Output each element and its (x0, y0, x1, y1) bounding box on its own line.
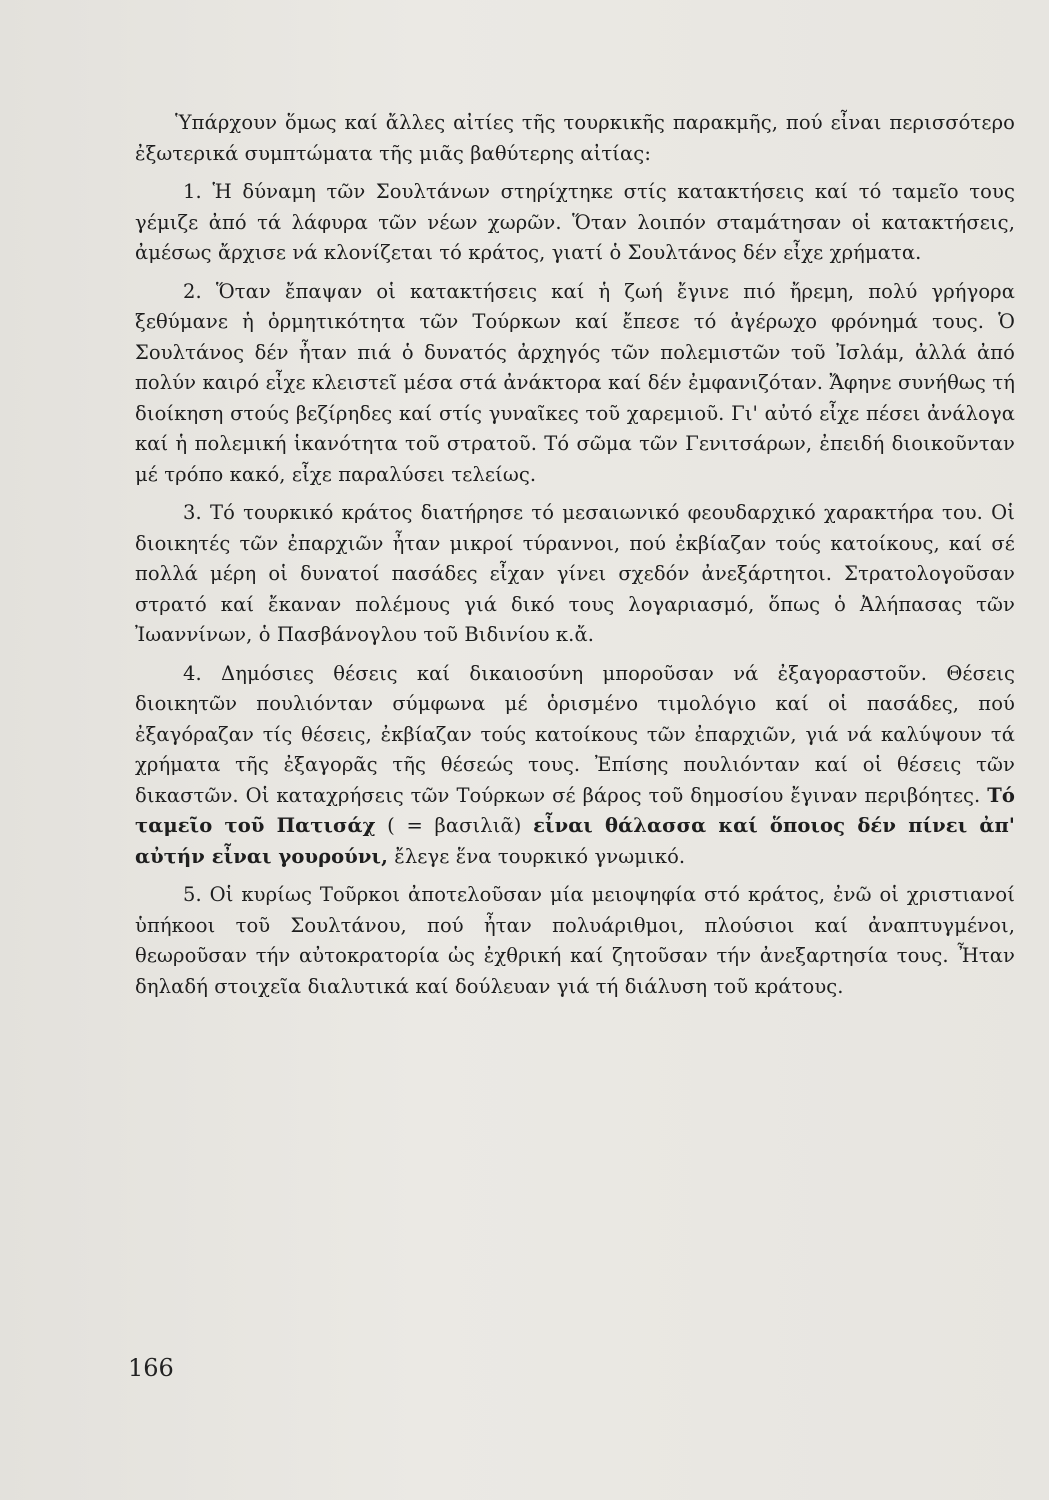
proverb-gloss: ( = βασιλιᾶ) (375, 814, 534, 837)
page-number: 166 (128, 1354, 174, 1382)
paragraph-2: 2. Ὅταν ἔπαψαν οἱ κατακτήσεις καί ἡ ζωή ἔγινε πιό ἤρεμη, πολύ γρήγορα ξεθύμανε ἡ ὁρμητικότητα τῶν Τούρκων καί ἔπεσε τό ἀγέρωχο φρόνημά τους. Ὁ Σουλτάνος δέν ἦταν πιά ὁ δυνατός ἀρχηγός τῶν πολεμιστῶν τοῦ Ἰσλάμ, ἀλλά ἀπό πολύν καιρό εἶχε κλειστεῖ μέσα στά ἀνάκτορα καί δέν ἐμφανιζόταν. Ἄφηνε συνήθως τή διοίκηση στούς βεζίρηδες καί στίς γυναῖκες τοῦ χαρεμιοῦ. Γι' αὐτό εἶχε πέσει ἀνάλογα καί ἡ πολεμική ἱκανότητα τοῦ στρατοῦ. Τό σῶμα τῶν Γενιτσάρων, ἐπειδή διοικοῦνταν μέ τρόπο κακό, εἶχε παραλύσει τελείως. (135, 279, 1015, 486)
paragraph-intro: Ὑπάρχουν ὅμως καί ἄλλες αἰτίες τῆς τουρκικῆς παρακμῆς, πού εἶναι περισσότερο ἐξωτερικά συμπτώματα τῆς μιᾶς βαθύτερης αἰτίας: (135, 111, 1015, 165)
paragraph-3: 3. Τό τουρκικό κράτος διατήρησε τό μεσαιωνικό φεουδαρχικό χαρακτήρα του. Οἱ διοικητές τῶν ἐπαρχιῶν ἦταν μικροί τύραννοι, πού ἐκβίαζαν τούς κατοίκους, καί σέ πολλά μέρη οἱ δυνατοί πασάδες εἶχαν γίνει σχεδόν ἀνεξάρτητοι. Στρατολογοῦσαν στρατό καί ἔκαναν πολέμους γιά δικό τους λογαριασμό, ὅπως ὁ Ἀλήπασας τῶν Ἰωαννίνων, ὁ Πασβάνογλου τοῦ Βιδινίου κ.ἄ. (135, 501, 1015, 646)
proverb-attribution: ἔλεγε ἕνα τουρκικό γνωμικό. (387, 844, 686, 868)
paragraph-4 (135, 659, 1015, 873)
proverb-bold-end: εἶναι θάλασσα καί ὅποιος δέν πίνει ἀπ' αὐτήν εἶναι γουρούνι, (135, 814, 1015, 868)
proverb-bold-start: Τό ταμεῖο τοῦ Πατισάχ (135, 783, 1015, 837)
body-text (135, 108, 1015, 1010)
paragraph-5: 5. Οἱ κυρίως Τοῦρκοι ἀποτελοῦσαν μία μειοψηφία στό κράτος, ἐνῶ οἱ χριστιανοί ὑπήκοοι τοῦ Σουλτάνου, πού ἦταν πολυάριθμοι, πλούσιοι καί ἀναπτυγμένοι, θεωροῦσαν τήν αὐτοκρατορία ὡς ἐχθρική καί ζητοῦσαν τήν ἀνεξαρτησία τους. Ἦταν δηλαδή στοιχεῖα διαλυτικά καί δούλευαν γιά τή διάλυση τοῦ κράτους. (135, 883, 1015, 998)
paragraph-4-text: 4. Δημόσιες θέσεις καί δικαιοσύνη μποροῦσαν νά ἐξαγοραστοῦν. Θέσεις διοικητῶν πουλιόνταν σύμφωνα μέ ὁρισμένο τιμολόγιο καί οἱ πασάδες, πού ἐξαγόραζαν τίς θέσεις, ἐκβίαζαν τούς κατοίκους τῶν ἐπαρχιῶν, γιά νά καλύψουν τά χρήματα τῆς ἐξαγορᾶς τῆς θέσεώς τους. Ἐπίσης πουλιόνταν καί οἱ θέσεις τῶν δικαστῶν. Οἱ καταχρήσεις τῶν Τούρκων σέ βάρος τοῦ δημοσίου ἔγιναν περιβόητες. (135, 661, 1015, 807)
paragraph-1: 1. Ἡ δύναμη τῶν Σουλτάνων στηρίχτηκε στίς κατακτήσεις καί τό ταμεῖο τους γέμιζε ἀπό τά λάφυρα τῶν νέων χωρῶν. Ὅταν λοιπόν σταμάτησαν οἱ κατακτήσεις, ἀμέσως ἄρχισε νά κλονίζεται τό κράτος, γιατί ὁ Σουλτάνος δέν εἶχε χρήματα. (135, 180, 1015, 264)
